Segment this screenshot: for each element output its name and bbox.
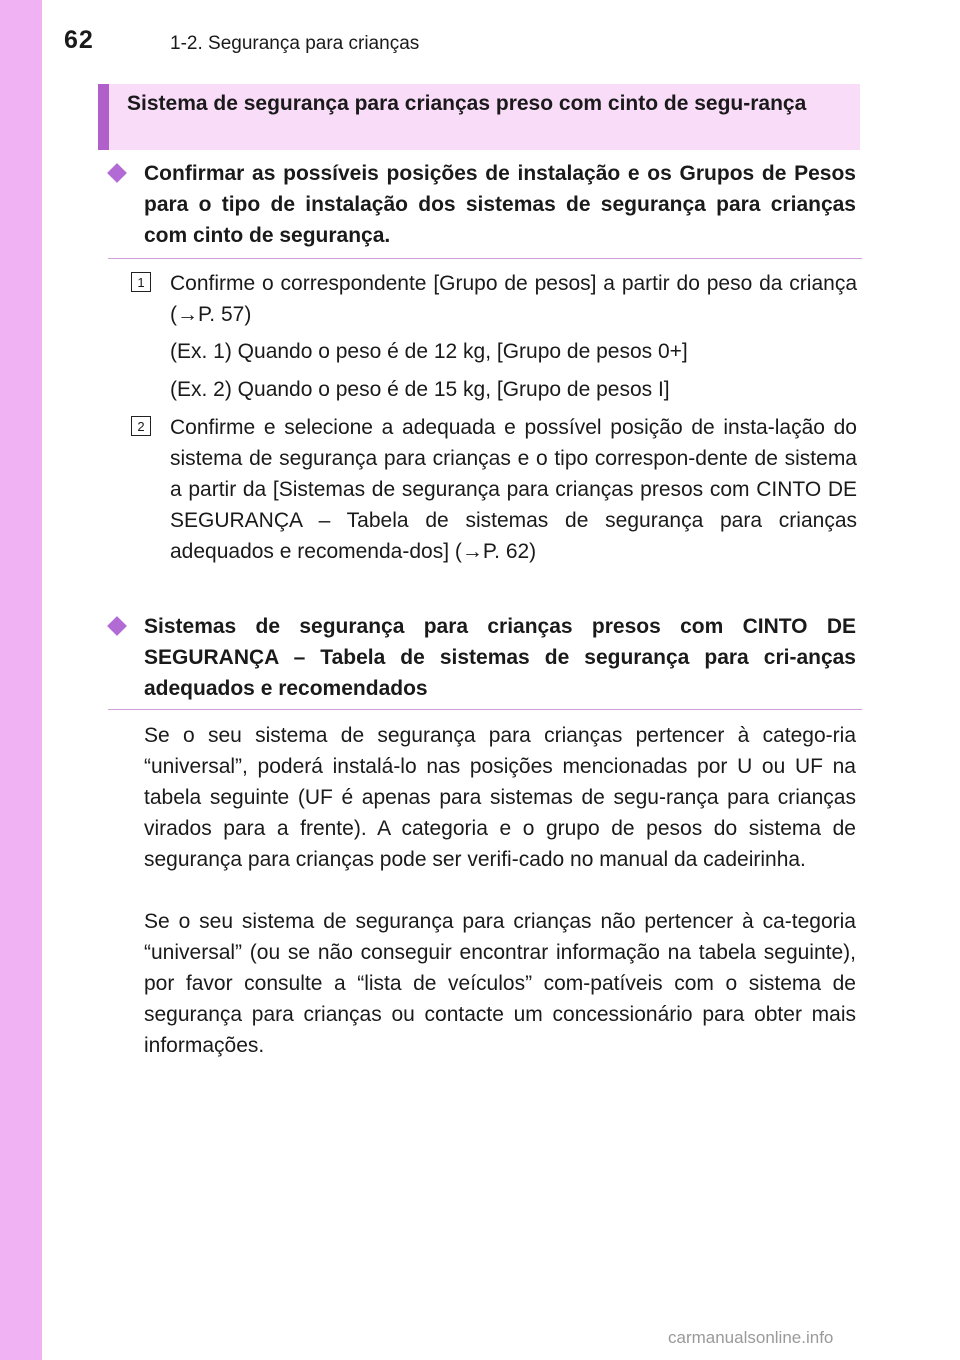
subsection-heading: Sistemas de segurança para crianças presos com CINTO DE SEGURANÇA – Tabela de sistemas de segurança para cri-anças adequados e recomendados (144, 615, 856, 700)
diamond-bullet-icon (107, 616, 127, 636)
divider (108, 258, 862, 259)
step-1 (131, 268, 857, 330)
step-number: 1 (131, 272, 151, 292)
watermark: carmanualsonline.info (668, 1328, 834, 1347)
side-tab-band (0, 0, 42, 1360)
chapter-title: 1-2. Segurança para crianças (170, 33, 420, 54)
diamond-bullet-icon (107, 163, 127, 183)
example-1: (Ex. 1) Quando o peso é de 12 kg, [Grupo de pesos 0+] (170, 340, 688, 363)
step-number: 2 (131, 416, 151, 436)
step-2 (131, 412, 857, 567)
subsection-installation-positions (108, 158, 856, 251)
step-text: Confirme o correspondente [Grupo de pesos] a partir do peso da criança (→P. 57) (170, 272, 857, 326)
section-title: Sistema de segurança para crianças preso com cinto de segu-rança (127, 92, 807, 115)
subsection-suitable-systems-table (108, 611, 856, 704)
section-header-box (98, 84, 860, 150)
paragraph-non-universal: Se o seu sistema de segurança para crianças não pertencer à ca-tegoria “universal” (ou se não conseguir encontrar informação na tabela seguinte), por favor consulte a “lista de veículos” com-patíveis com o sistema de segurança para crianças ou contacte um concessionário para obter mais informações. (144, 910, 856, 1057)
example-2: (Ex. 2) Quando o peso é de 15 kg, [Grupo de pesos I] (170, 378, 670, 401)
step-text: Confirme e selecione a adequada e possível posição de insta-lação do sistema de segurança para crianças e o tipo correspon-dente de sistema a partir da [Sistemas de segurança para crianças presos com CINTO DE SEGURANÇA – Tabela de sistemas de segurança para crianças adequados e recomenda-dos] (→P. 62) (170, 416, 857, 563)
page-number: 62 (64, 26, 94, 54)
paragraph-universal-category: Se o seu sistema de segurança para crianças pertencer à catego-ria “universal”, poderá instalá-lo nas posições mencionadas por U ou UF na tabela seguinte (UF é apenas para sistemas de segu-rança para crianças virados para a frente). A categoria e o grupo de pesos do sistema de segurança para crianças pode ser verifi-cado no manual da cadeirinha. (144, 724, 856, 871)
divider (108, 709, 862, 710)
subsection-heading: Confirmar as possíveis posições de instalação e os Grupos de Pesos para o tipo de instalação dos sistemas de segurança para crianças com cinto de segurança. (144, 162, 856, 247)
